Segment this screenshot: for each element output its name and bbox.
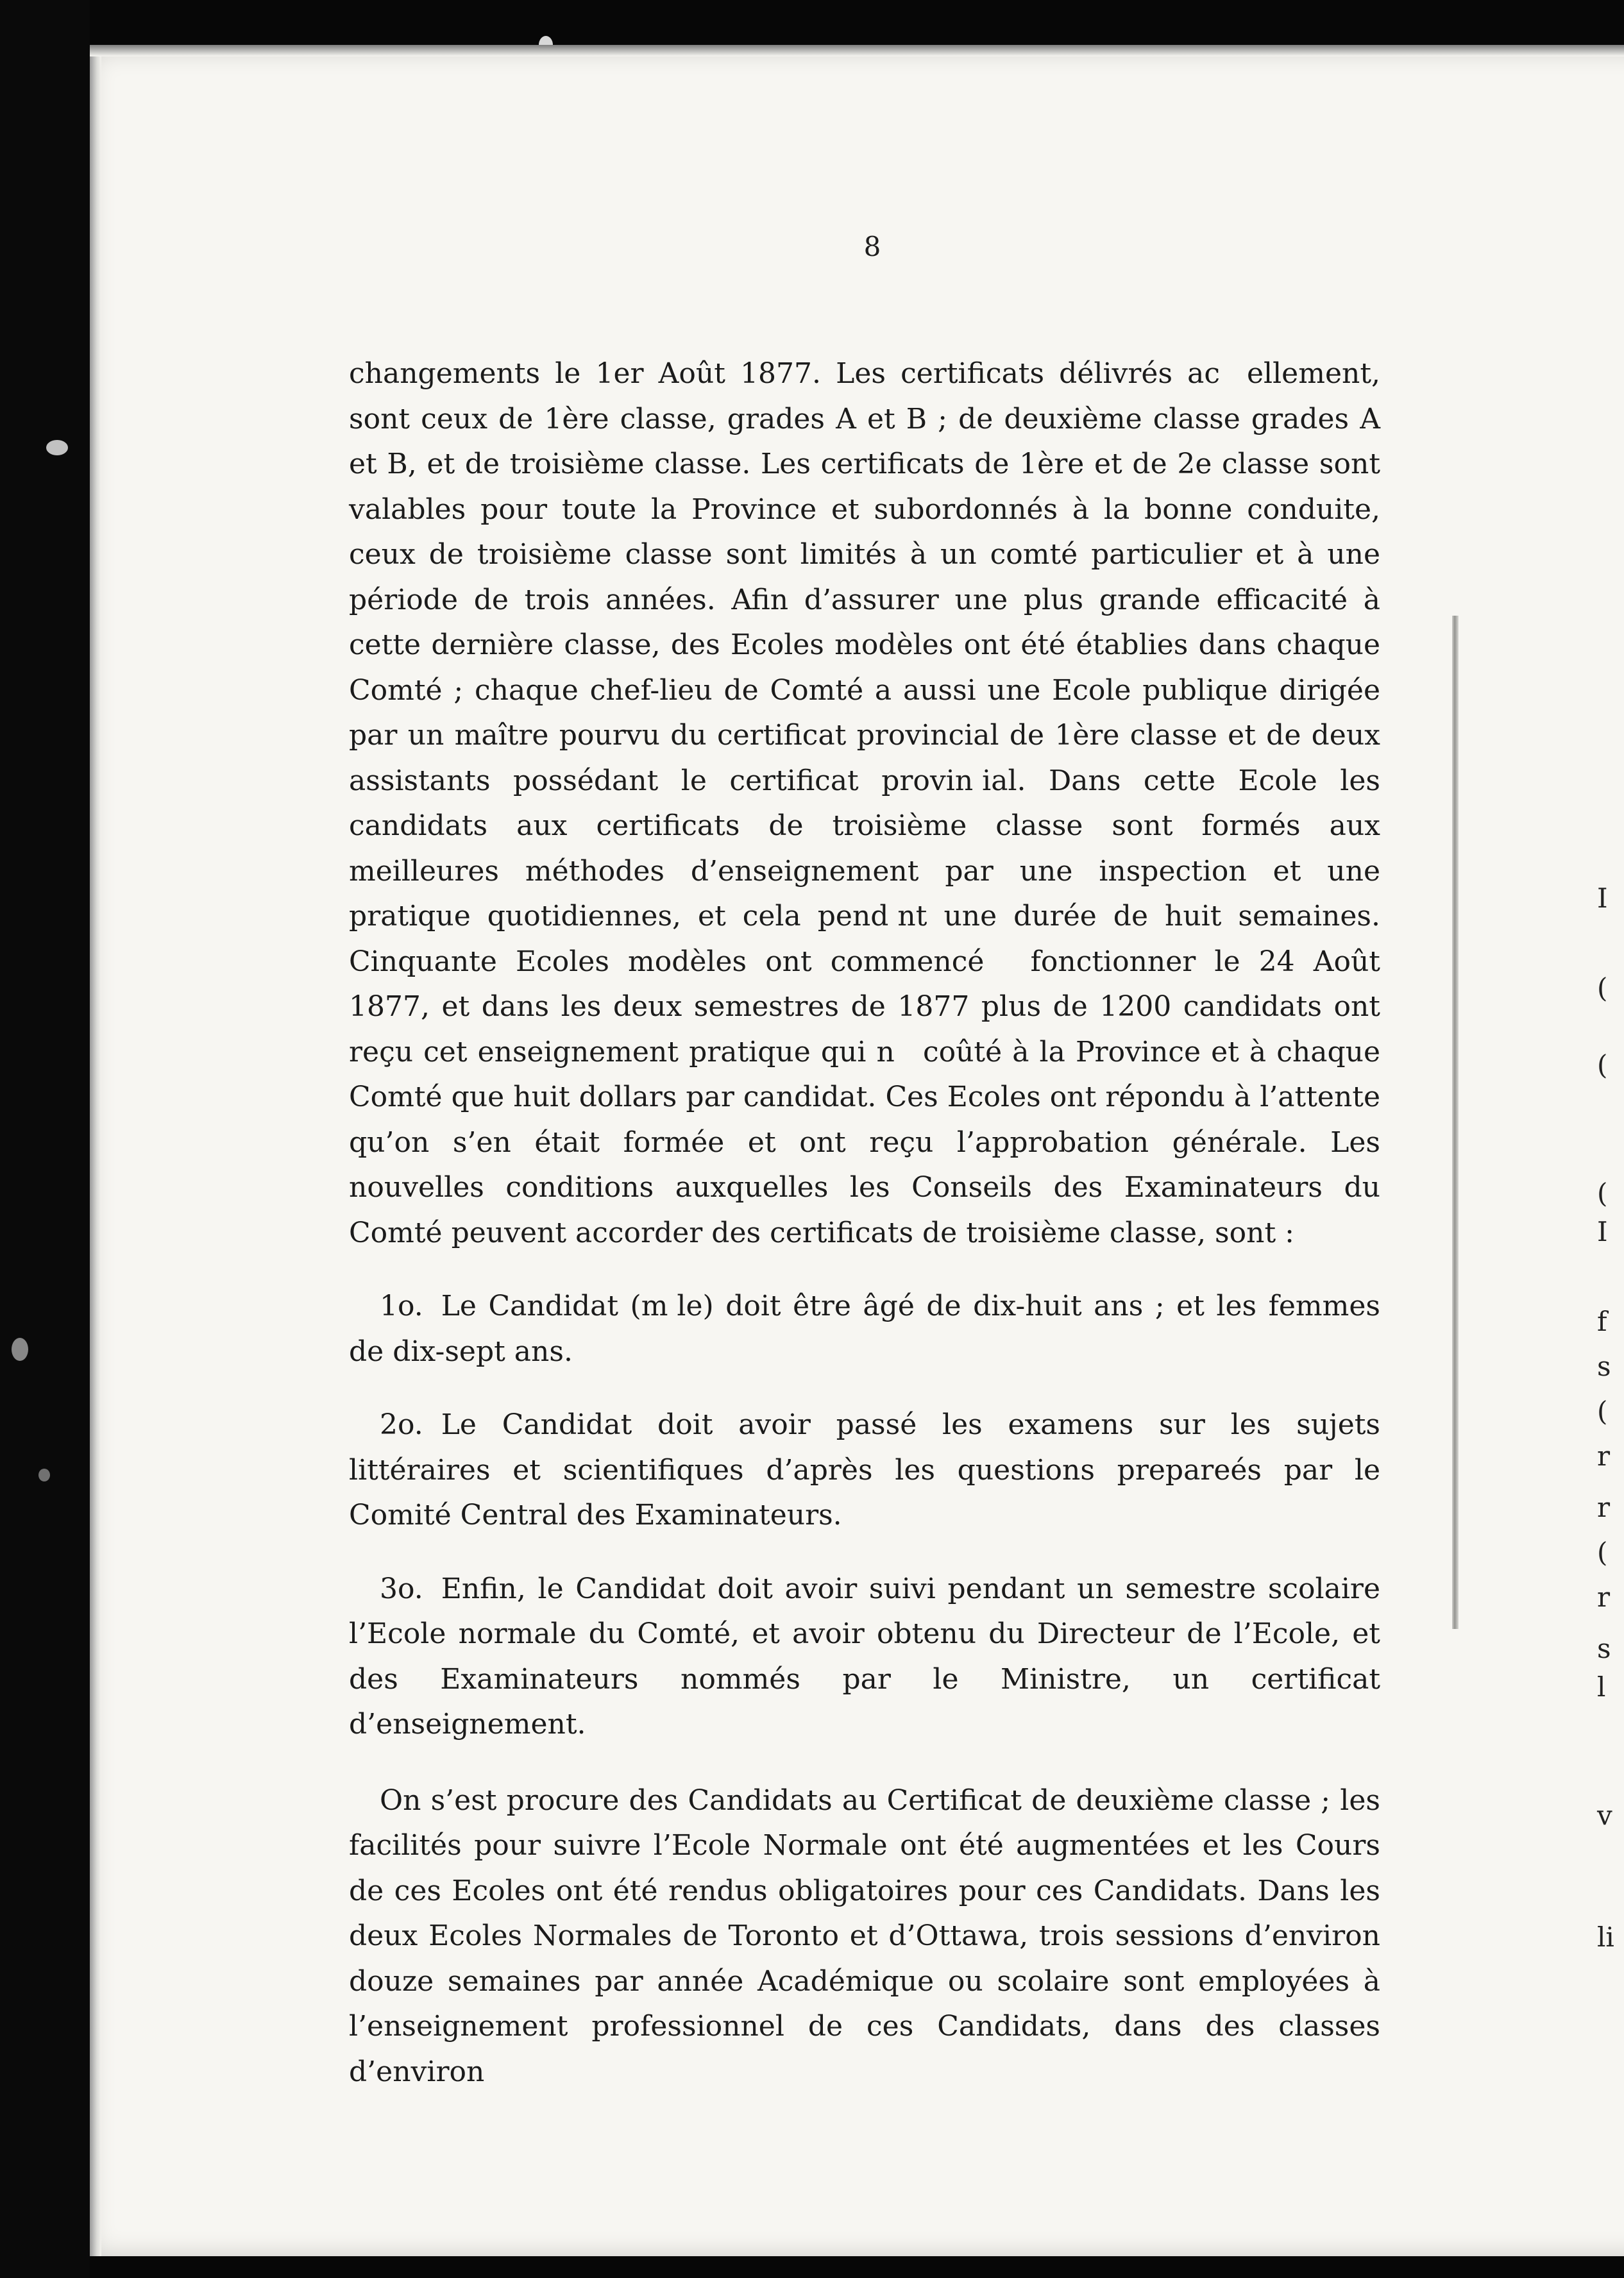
paragraph-closing: On s’est procure des Candidats au Certificat de deuxième classe ; les facilités pour suivre l’Ecole Normale ont été augmentées et les Cours de ces Ecoles ont été rendus obligatoires pour ces Candidats. Dans les deux Ecoles Normales de Toronto et d’Ottawa, trois sessions d’environ douze semaines par année Académique ou scolaire sont employées à l’enseignement professionnel de ces Candidats, dans des classes d’environ (349, 1784, 1380, 2088)
list-item-1 (349, 1284, 1380, 1374)
page-binding-rule (1452, 616, 1459, 1629)
document-page (90, 50, 1624, 2256)
adjacent-page-fragment: ( (1597, 1537, 1608, 1568)
page-number: 8 (863, 231, 881, 262)
list-item-number: 1o. (380, 1290, 423, 1322)
adjacent-page-fragment: f (1597, 1306, 1607, 1337)
adjacent-page-fragment: I (1597, 882, 1608, 914)
adjacent-page-fragment: ( (1597, 1049, 1608, 1081)
scan-speck (12, 1338, 28, 1361)
list-item-text: Le Candidat doit avoir passé les examens sur les sujets littéraires et scientifiques d’après les questions prepareés par le Comité Central des Examinateurs. (349, 1408, 1380, 1531)
adjacent-page-fragment: r (1597, 1440, 1611, 1472)
adjacent-page-fragment: r (1597, 1582, 1611, 1613)
list-item-text: Enfin, le Candidat doit avoir suivi pendant un semestre scolaire l’Ecole normale du Comté, et avoir obtenu du Directeur de l’Ecole, et des Examinateurs nommés par le Ministre, un certificat d’enseignement. (349, 1572, 1380, 1741)
adjacent-page-fragment: l (1597, 1671, 1606, 1703)
page-body (349, 351, 1380, 2095)
adjacent-page-fragment: li (1597, 1921, 1614, 1953)
paragraph-main: changements le 1er Août 1877. Les certificats délivrés ac ellement, sont ceux de 1ère classe, grades A et B ; de deuxième classe grades A et B, et de troisième classe. Les certificats de 1ère et de 2e classe sont valables pour toute la Province et subordonnés à la bonne conduite, ceux de troisième classe sont limités à un comté particulier et à une période de trois années. Afin d’assurer une plus grande efficacité à cette dernière classe, des Ecoles modèles ont été établies dans chaque Comté ; chaque chef-lieu de Comté a aussi une Ecole publique dirigée par un maître pourvu du certificat provincial de 1ère classe et de deux assistants possédant le certificat provin ial. Dans cette Ecole les candidats aux certificats de troisième classe sont formés aux meilleures méthodes d’enseignement par une inspection et une pratique quotidiennes, et cela pend nt une durée de huit semaines. Cinquante Ecoles modèles ont commencé fonctionner le 24 Août 1877, et dans les deux semestres de 1877 plus de 1200 candidats ont reçu cet enseignement pratique qui n coûté à la Province et à chaque Comté que huit dollars par candidat. Ces Ecoles ont répondu à l’attente qu’on s’en était formée et ont reçu l’approbation générale. Les nouvelles conditions auxquelles les Conseils des Examinateurs du Comté peuvent accorder des certificats de troisième classe, sont : (349, 357, 1380, 1249)
adjacent-page-fragment: v (1597, 1800, 1612, 1831)
adjacent-page-fragment: ( (1597, 972, 1608, 1004)
scan-speck (38, 1469, 50, 1481)
adjacent-page-fragment: ( (1597, 1396, 1608, 1427)
adjacent-page-fragment: s (1597, 1351, 1611, 1382)
adjacent-page-fragment: s (1597, 1633, 1611, 1664)
adjacent-page-fragments (1597, 0, 1623, 2278)
list-item-number: 3o. (380, 1572, 423, 1605)
adjacent-page-fragment: r (1597, 1492, 1611, 1523)
scan-speck (46, 440, 68, 455)
list-item-2 (349, 1403, 1380, 1539)
list-item-number: 2o. (380, 1408, 423, 1441)
adjacent-page-fragment: I (1597, 1216, 1608, 1247)
scan-border-left (0, 0, 90, 2278)
page-edge-top (90, 45, 1624, 56)
list-item-3 (349, 1567, 1380, 1748)
page-edge-left (90, 50, 101, 2256)
list-item-text: Le Candidat (m le) doit être âgé de dix-huit ans ; et les femmes de dix-sept ans. (349, 1290, 1380, 1368)
adjacent-page-fragment: ( (1597, 1177, 1608, 1209)
